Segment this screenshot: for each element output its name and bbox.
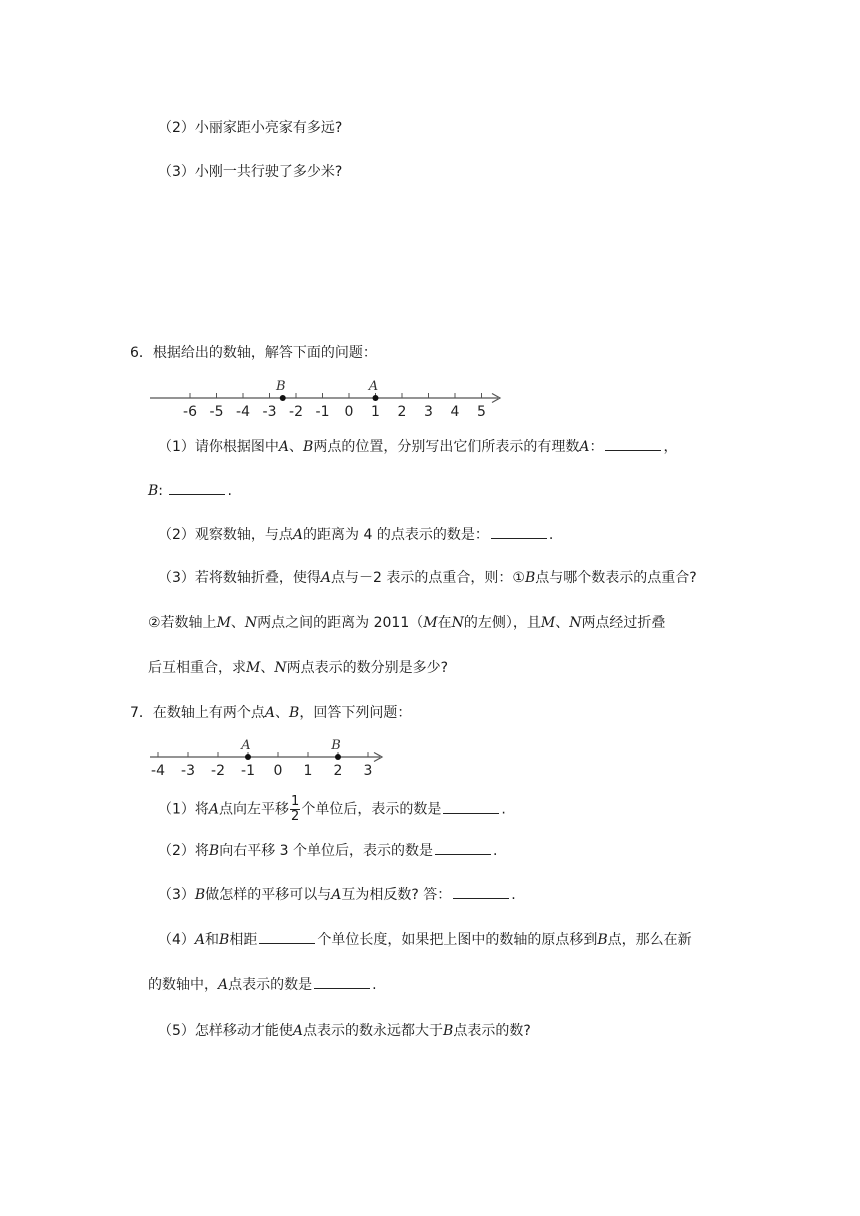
q5-item-3: （3）小刚一共行驶了多少米?: [158, 164, 343, 180]
tick-label: 1: [303, 763, 313, 779]
answer-blank[interactable]: [169, 480, 225, 495]
q6-number-line: [148, 378, 508, 420]
point-label-b: B: [331, 738, 341, 753]
tick-label: -3: [181, 763, 195, 779]
answer-blank[interactable]: [453, 884, 509, 899]
q6-part-3: （3）若将数轴折叠，使得A点与－2 表示的点重合，则：①B点与哪个数表示的点重合?: [158, 570, 697, 586]
tick-label: -5: [209, 404, 224, 420]
q6-part-3-line-3: 后互相重合，求M、N两点表示的数分别是多少?: [148, 660, 449, 676]
q7-part-4: （4）A和B相距 个单位长度，如果把上图中的数轴的原点移到B点，那么在新: [158, 929, 692, 950]
answer-blank[interactable]: [259, 929, 315, 944]
point-label-b: B: [275, 379, 286, 394]
answer-blank[interactable]: [314, 974, 370, 989]
q7-part-2: （2）将B向右平移 3 个单位后，表示的数是 .: [158, 840, 497, 861]
point-b: [280, 395, 286, 401]
tick-label: 5: [477, 404, 486, 420]
point-a: [373, 395, 379, 401]
point-label-a: A: [241, 738, 251, 753]
q5-item-2: （2）小丽家距小亮家有多远?: [158, 120, 343, 136]
q7-part-1: （1）将A点向左平移 $\frac{1}{2}$ 个单位后，表示的数是 .: [158, 794, 506, 824]
q6-part-1: （1）请你根据图中A、B两点的位置，分别写出它们所表示的有理数A： ，: [158, 436, 677, 457]
q7-number-line: [148, 737, 388, 779]
q6-intro: 6．根据给出的数轴，解答下面的问题：: [130, 345, 377, 361]
tick-label: 2: [333, 763, 343, 779]
point-label-a: A: [368, 379, 379, 394]
tick-label: 2: [397, 404, 407, 420]
answer-blank[interactable]: [605, 436, 661, 451]
tick-label: -1: [241, 763, 255, 779]
point-a: [245, 754, 251, 760]
tick-label: 3: [363, 763, 373, 779]
tick-label: -4: [151, 763, 165, 779]
fraction-one-half: $\frac{1}{2}$: [291, 794, 300, 824]
tick-label: -1: [315, 404, 330, 420]
q6-part-2: （2）观察数轴，与点A的距离为 4 的点表示的数是： .: [158, 524, 553, 545]
q7-part-3: （3）B做怎样的平移可以与A互为相反数? 答： .: [158, 884, 516, 905]
tick-label: -2: [289, 404, 303, 420]
q7-part-4-cont: 的数轴中，A点表示的数是 .: [148, 974, 377, 995]
q7-intro: 7．在数轴上有两个点A、B，回答下列问题：: [130, 705, 412, 721]
answer-blank[interactable]: [491, 524, 547, 539]
tick-label: -3: [262, 404, 277, 420]
point-b: [335, 754, 341, 760]
tick-label: 4: [450, 404, 460, 420]
tick-label: -2: [211, 763, 225, 779]
q7-part-5: （5）怎样移动才能使A点表示的数永远都大于B点表示的数?: [158, 1023, 531, 1039]
q6-part-3-line-2: ②若数轴上M、N两点之间的距离为 2011（M在N的左侧），且M、N两点经过折叠: [148, 615, 666, 631]
answer-blank[interactable]: [435, 840, 491, 855]
tick-label: 0: [273, 763, 283, 779]
tick-label: 1: [371, 404, 380, 420]
q6-part-1-cont: B: .: [148, 480, 232, 501]
tick-label: 3: [424, 404, 433, 420]
answer-blank[interactable]: [443, 799, 499, 814]
tick-label: -6: [183, 404, 197, 420]
tick-label: -4: [236, 404, 250, 420]
tick-label: 0: [344, 404, 354, 420]
